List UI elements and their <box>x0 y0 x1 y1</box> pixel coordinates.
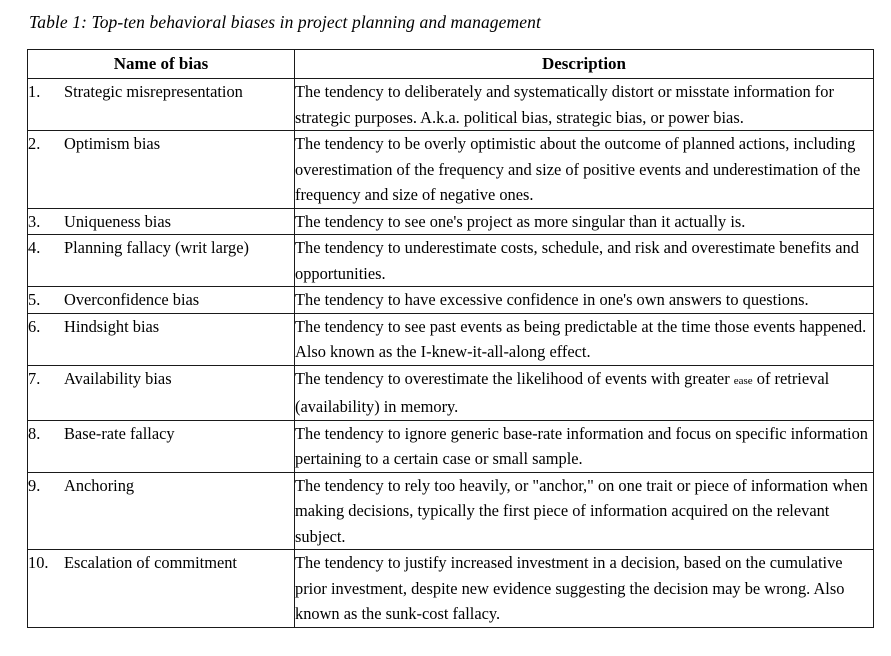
bias-name-cell <box>28 313 295 365</box>
table-row <box>28 365 874 420</box>
table-header-row <box>28 50 874 79</box>
bias-description-cell <box>295 420 874 472</box>
bias-description-part2: of retrieval (availability) in memory. <box>295 368 830 416</box>
bias-name: Strategic misrepresentation <box>64 82 243 101</box>
bias-name: Escalation of commitment <box>64 553 237 572</box>
row-number: 4. <box>28 238 41 257</box>
bias-description-cell <box>295 550 874 628</box>
column-header-name-of-bias: Name of bias <box>28 50 295 79</box>
bias-description: The tendency to underestimate costs, schedule, and risk and overestimate benefits and opportunities. <box>295 238 859 283</box>
bias-description-cell <box>295 131 874 209</box>
bias-name-cell <box>28 235 295 287</box>
table-row <box>28 313 874 365</box>
bias-name: Optimism bias <box>64 134 161 153</box>
table-header <box>28 50 874 79</box>
bias-description-part1: The tendency to overestimate the likelihood of events with greater <box>295 368 734 388</box>
table-row <box>28 287 874 314</box>
behavioral-biases-table <box>27 49 874 628</box>
bias-name: Overconfidence bias <box>64 290 200 309</box>
bias-name-cell <box>28 79 295 131</box>
bias-description-cell <box>295 79 874 131</box>
bias-name-cell <box>28 131 295 209</box>
bias-name-cell <box>28 208 295 235</box>
table-row <box>28 208 874 235</box>
row-number: 6. <box>28 316 41 336</box>
bias-description-cell <box>295 472 874 550</box>
bias-description: The tendency to justify increased investment in a decision, based on the cumulative prior investment, despite new evidence suggesting the decision may be wrong. Also known as the sunk-cost fallacy. <box>295 553 845 623</box>
row-number: 1. <box>28 82 41 101</box>
column-header-description: Description <box>295 50 874 79</box>
table-container <box>27 49 873 628</box>
table-row <box>28 235 874 287</box>
row-number: 9. <box>28 475 41 495</box>
table-row <box>28 131 874 209</box>
bias-name-cell <box>28 287 295 314</box>
table-row <box>28 420 874 472</box>
bias-name: Planning fallacy (writ large) <box>64 238 249 257</box>
bias-name-cell <box>28 420 295 472</box>
bias-name: Availability bias <box>64 368 172 388</box>
row-number: 10. <box>28 553 49 572</box>
bias-description-cell <box>295 313 874 365</box>
bias-name-cell <box>28 550 295 628</box>
bias-description-cell <box>295 208 874 235</box>
table-row <box>28 550 874 628</box>
row-number: 5. <box>28 290 41 309</box>
bias-description: The tendency to rely too heavily, or "anchor," on one trait or piece of information when making decisions, typically the first piece of information acquired on the relevant subject. <box>295 475 868 546</box>
bias-name-cell <box>28 472 295 550</box>
bias-description: The tendency to deliberately and systematically distort or misstate information for strategic purposes. A.k.a. political bias, strategic bias, or power bias. <box>295 82 834 127</box>
bias-description: The tendency to have excessive confidence in one's own answers to questions. <box>295 290 809 309</box>
bias-description: The tendency to see one's project as more singular than it actually is. <box>295 211 746 231</box>
bias-name: Hindsight bias <box>64 316 160 336</box>
bias-name: Anchoring <box>64 475 135 495</box>
row-number: 3. <box>28 211 41 231</box>
row-number: 7. <box>28 368 41 388</box>
table-caption: Table 1: Top-ten behavioral biases in project planning and management <box>29 12 541 32</box>
table-row <box>28 472 874 550</box>
bias-description <box>295 366 873 420</box>
row-number: 8. <box>28 423 41 443</box>
bias-description-cell <box>295 235 874 287</box>
bias-description-cell <box>295 287 874 314</box>
bias-name: Base-rate fallacy <box>64 423 175 443</box>
bias-description-emphasis-small: ease <box>733 374 753 387</box>
table-row <box>28 79 874 131</box>
row-number: 2. <box>28 134 41 153</box>
table-body <box>28 79 874 628</box>
bias-description: The tendency to be overly optimistic about the outcome of planned actions, including overestimation of the frequency and size of positive events and underestimation of the frequency and size of negative ones. <box>295 134 861 204</box>
bias-description-cell <box>295 365 874 420</box>
bias-description: The tendency to see past events as being predictable at the time those events happened. Also known as the I-knew-it-all-along effect. <box>295 316 867 361</box>
bias-name: Uniqueness bias <box>64 211 171 231</box>
bias-description: The tendency to ignore generic base-rate information and focus on specific information pertaining to a certain case or small sample. <box>295 423 868 468</box>
bias-name-cell <box>28 365 295 420</box>
